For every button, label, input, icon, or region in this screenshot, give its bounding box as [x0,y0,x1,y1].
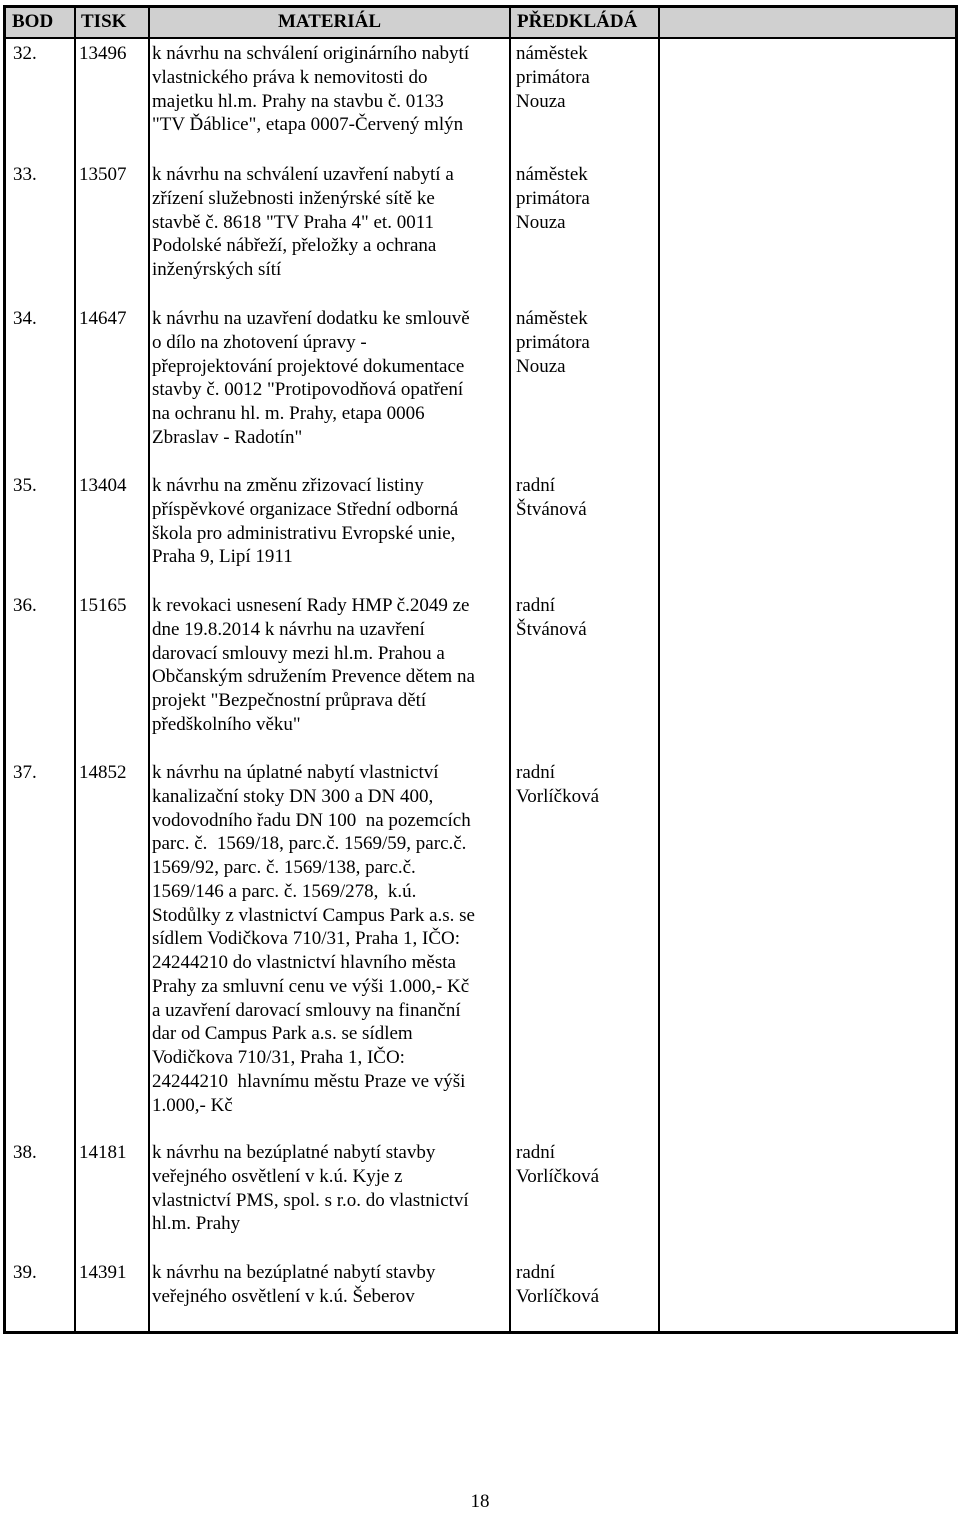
header-cell-empty [660,8,955,38]
row-32-tisk: 13496 [79,43,127,64]
header-predklada: PŘEDKLÁDÁ [517,11,638,32]
page-number: 18 [470,1491,490,1512]
row-34-predklada: náměstek primátora Nouza [516,308,590,377]
column-divider-4 [658,8,660,1331]
row-37-bod: 37. [13,762,37,783]
row-34-material: k návrhu na uzavření dodatku ke smlouvě o dílo na zhotovení úpravy - přeprojektování projektové dokumentace stavby č. 0012 "Protipovodňová opatření na ochranu hl. m. Prahy, etapa 0006 Zbraslav - Radotín" [152,308,470,448]
row-36-material: k revokaci usnesení Rady HMP č.2049 ze dne 19.8.2014 k návrhu na uzavření darovací smlouvy mezi hl.m. Prahou a Občanským sdružením Prevence dětem na projekt "Bezpečnostní průprava dětí předškolního věku" [152,595,475,735]
row-39-bod: 39. [13,1262,37,1283]
row-37-tisk: 14852 [79,762,127,783]
row-33-predklada: náměstek primátora Nouza [516,164,590,233]
row-33-tisk: 13507 [79,164,127,185]
row-38-predklada: radní Vorlíčková [516,1142,600,1187]
row-33-bod: 33. [13,164,37,185]
row-36-bod: 36. [13,595,37,616]
row-39-predklada: radní Vorlíčková [516,1262,600,1307]
row-37-material: k návrhu na úplatné nabytí vlastnictví kanalizační stoky DN 300 a DN 400, vodovodního řadu DN 100 na pozemcích parc. č. 1569/18, parc.č. 1569/59, parc.č. 1569/92, parc. č. 1569/138, parc.č. 1569/146 a parc. č. 1569/278, k.ú. Stodůlky z vlastnictví Campus Park a.s. se sídlem Vodičkova 710/31, Praha 1, IČO: 24244210 do vlastnictví hlavního města Prahy za smluvní cenu ve výši 1.000,- Kč a uzavření darovací smlouvy na finanční dar od Campus Park a.s. se sídlem Vodičkova 710/31, Praha 1, IČO: 24244210 hlavnímu městu Praze ve výši 1.000,- Kč [152,762,475,1116]
row-32-material: k návrhu na schválení originárního nabytí vlastnického práva k nemovitosti do majetku hl.m. Prahy na stavbu č. 0133 "TV Ďáblice", etapa 0007-Červený mlýn [152,43,470,136]
row-38-tisk: 14181 [79,1142,127,1163]
row-39-tisk: 14391 [79,1262,127,1283]
column-divider-2 [148,8,150,1331]
row-39-material: k návrhu na bezúplatné nabytí stavby veřejného osvětlení v k.ú. Šeberov [152,1262,436,1307]
row-36-tisk: 15165 [79,595,127,616]
header-bod: BOD [12,11,54,32]
header-material: MATERIÁL [277,11,382,32]
column-divider-3 [509,8,511,1331]
row-35-tisk: 13404 [79,475,127,496]
row-34-bod: 34. [13,308,37,329]
row-34-tisk: 14647 [79,308,127,329]
header-cell-bod [6,8,74,38]
row-38-material: k návrhu na bezúplatné nabytí stavby veřejného osvětlení v k.ú. Kyje z vlastnictví PMS, spol. s r.o. do vlastnictví hl.m. Prahy [152,1142,469,1235]
agenda-table [3,5,958,1334]
row-37-predklada: radní Vorlíčková [516,762,600,807]
row-32-bod: 32. [13,43,37,64]
header-cell-tisk [76,8,148,38]
row-36-predklada: radní Štvánová [516,595,587,640]
row-38-bod: 38. [13,1142,37,1163]
header-cell-predklada [511,8,658,38]
column-divider-1 [74,8,76,1331]
row-32-predklada: náměstek primátora Nouza [516,43,590,112]
row-35-material: k návrhu na změnu zřizovací listiny příspěvkové organizace Střední odborná škola pro administrativu Evropské unie, Praha 9, Lipí 1911 [152,475,459,568]
row-35-bod: 35. [13,475,37,496]
row-35-predklada: radní Štvánová [516,475,587,520]
header-tisk: TISK [81,11,127,32]
row-33-material: k návrhu na schválení uzavření nabytí a zřízení služebnosti inženýrské sítě ke stavbě č. 8618 "TV Praha 4" et. 0011 Podolské nábřeží, přeložky a ochrana inženýrských sítí [152,164,454,280]
header-cell-material [150,8,509,38]
